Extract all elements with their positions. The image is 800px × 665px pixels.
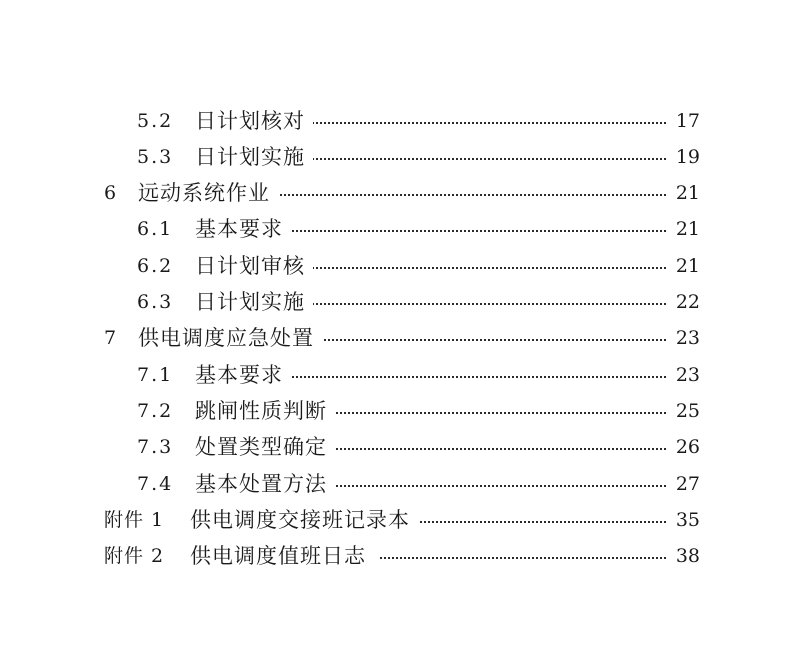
section-title: 供电调度应急处置 <box>138 326 314 350</box>
section-number: 7.4 <box>137 473 174 495</box>
toc-entry-label <box>137 214 291 244</box>
page-number: 21 <box>672 214 700 244</box>
toc-entry-label <box>104 505 418 535</box>
page-number: 21 <box>672 178 700 208</box>
leader-dots <box>280 164 666 196</box>
section-number: 7.2 <box>137 400 174 422</box>
leader-dots <box>320 418 666 450</box>
appendix-number: 附件 1 <box>104 509 165 531</box>
section-number: 5.2 <box>137 110 174 132</box>
page-number: 17 <box>672 106 700 136</box>
section-number: 7.3 <box>137 436 174 458</box>
leader-dots <box>300 128 666 160</box>
toc-entry-label <box>137 251 313 281</box>
section-number: 7 <box>104 327 119 349</box>
section-title: 日计划实施 <box>195 145 305 169</box>
page-number: 22 <box>672 287 700 317</box>
section-number: 6 <box>104 182 119 204</box>
section-title: 远动系统作业 <box>138 181 270 205</box>
toc-entry-label <box>104 178 278 208</box>
section-title: 跳闸性质判断 <box>195 399 327 423</box>
toc-entry-label <box>137 396 335 426</box>
leader-dots <box>420 491 666 523</box>
leader-dots <box>300 273 666 305</box>
leader-dots <box>320 455 666 487</box>
page-number: 19 <box>672 142 700 172</box>
appendix-title: 供电调度交接班记录本 <box>190 508 410 532</box>
leader-dots <box>320 382 666 414</box>
toc-entry-label <box>137 360 291 390</box>
appendix-number: 附件 2 <box>104 545 165 567</box>
toc-entry[interactable] <box>0 541 800 571</box>
toc-entry-label <box>137 287 313 317</box>
section-title: 基本要求 <box>195 217 283 241</box>
section-number: 5.3 <box>137 146 174 168</box>
section-title: 基本要求 <box>195 363 283 387</box>
section-title: 日计划审核 <box>195 254 305 278</box>
toc-entry-label <box>137 106 313 136</box>
section-number: 7.1 <box>137 364 174 386</box>
page-number: 26 <box>672 432 700 462</box>
leader-dots <box>300 237 666 269</box>
leader-dots <box>320 309 666 341</box>
page-number: 23 <box>672 323 700 353</box>
leader-dots <box>280 346 666 378</box>
toc-entry-label <box>104 541 374 571</box>
appendix-title: 供电调度值班日志 <box>190 544 366 568</box>
page-number: 21 <box>672 251 700 281</box>
section-title: 处置类型确定 <box>195 435 327 459</box>
page-number: 27 <box>672 469 700 499</box>
leader-dots <box>380 527 666 559</box>
page-number: 35 <box>672 505 700 535</box>
page-number: 38 <box>672 541 700 571</box>
section-number: 6.2 <box>137 255 174 277</box>
toc-entry[interactable] <box>0 469 800 499</box>
section-title: 日计划核对 <box>195 109 305 133</box>
leader-dots <box>280 200 666 232</box>
toc-entry-label <box>137 432 335 462</box>
leader-dots <box>300 92 666 124</box>
section-title: 基本处置方法 <box>195 472 327 496</box>
section-title: 日计划实施 <box>195 290 305 314</box>
toc-entry-label <box>137 469 335 499</box>
section-number: 6.1 <box>137 218 174 240</box>
page-number: 25 <box>672 396 700 426</box>
section-number: 6.3 <box>137 291 174 313</box>
page-number: 23 <box>672 360 700 390</box>
